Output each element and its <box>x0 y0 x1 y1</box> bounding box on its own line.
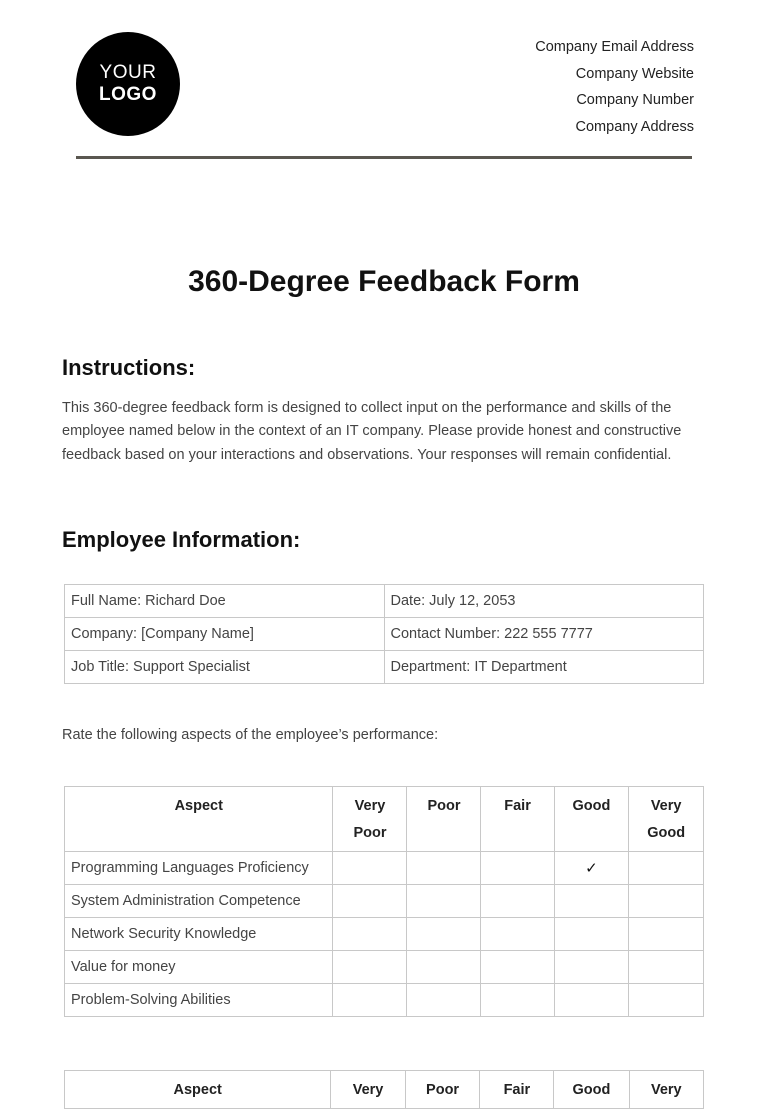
rating-cell-very-good[interactable] <box>629 951 704 984</box>
rating-cell-very-good[interactable] <box>629 984 704 1017</box>
rating-header-row <box>65 787 704 852</box>
rating-cell-fair[interactable] <box>481 852 554 885</box>
company-email: Company Email Address <box>535 39 694 55</box>
rating-cell-very-poor[interactable] <box>333 852 407 885</box>
rating-row <box>65 885 704 918</box>
info-cell-right: Department: IT Department <box>384 651 704 684</box>
rating-cell-poor[interactable] <box>407 984 481 1017</box>
rating-cell-fair[interactable] <box>481 951 554 984</box>
info-row <box>65 651 704 684</box>
rating2-header-very: Very <box>331 1071 405 1109</box>
rating-table-2 <box>64 1070 704 1109</box>
rating-aspect-label: Value for money <box>65 951 333 984</box>
rating-cell-poor[interactable] <box>407 852 481 885</box>
rating-cell-fair[interactable] <box>481 918 554 951</box>
info-cell-right: Date: July 12, 2053 <box>384 585 704 618</box>
rating-cell-poor[interactable] <box>407 918 481 951</box>
rating2-header-good: Good <box>554 1071 629 1109</box>
logo-text-bottom: LOGO <box>99 84 157 105</box>
rating2-header-row <box>65 1071 704 1109</box>
employee-info-heading: Employee Information: <box>62 527 301 552</box>
company-website: Company Website <box>575 65 694 82</box>
rating-cell-very-poor[interactable] <box>333 918 407 951</box>
rating-header-very-good: Very Good <box>629 787 704 852</box>
company-number: Company Number <box>576 92 694 109</box>
rating-cell-poor[interactable] <box>407 885 481 918</box>
rating-row <box>65 951 704 984</box>
rating-cell-very-poor[interactable] <box>333 951 407 984</box>
rating-header-fair: Fair <box>481 787 554 852</box>
rating-header-aspect: Aspect <box>65 787 333 852</box>
rating-aspect-label: Programming Languages Proficiency <box>65 852 333 885</box>
page-title: 360-Degree Feedback Form <box>188 265 580 298</box>
instructions-heading: Instructions: <box>62 355 196 380</box>
rating-table <box>64 786 704 1017</box>
rating-row <box>65 852 704 885</box>
rating-aspect-label: Network Security Knowledge <box>65 918 333 951</box>
instructions-text: This 360-degree feedback form is designed to collect input on the performance and skills of the employee named below in the context of an IT company. Please provide honest and constructive feedback based on your interactions and observations. Your responses will remain confidential. <box>62 400 682 463</box>
info-row <box>65 585 704 618</box>
rating-cell-good[interactable] <box>554 951 629 984</box>
rating2-header-fair: Fair <box>480 1071 554 1109</box>
rating-header-good: Good <box>554 787 629 852</box>
company-address: Company Address <box>575 119 694 136</box>
header-divider <box>76 156 692 159</box>
info-cell-left: Company: [Company Name] <box>65 618 385 651</box>
company-contact-block <box>535 34 694 141</box>
employee-info-table <box>64 584 704 684</box>
rating-cell-good[interactable] <box>554 885 629 918</box>
rating2-header-very: Very <box>629 1071 703 1109</box>
rating2-header-aspect: Aspect <box>65 1071 331 1109</box>
rating-row <box>65 984 704 1017</box>
company-logo <box>76 32 180 136</box>
info-row <box>65 618 704 651</box>
rating-cell-very-good[interactable] <box>629 885 704 918</box>
rating-aspect-label: Problem-Solving Abilities <box>65 984 333 1017</box>
logo-text-top: YOUR <box>99 62 157 83</box>
rating-cell-good[interactable] <box>554 984 629 1017</box>
rating-cell-very-poor[interactable] <box>333 885 407 918</box>
info-cell-left: Job Title: Support Specialist <box>65 651 385 684</box>
rating-header-poor: Poor <box>407 787 481 852</box>
rating-cell-good[interactable] <box>554 852 629 885</box>
info-cell-left: Full Name: Richard Doe <box>65 585 385 618</box>
rating-cell-very-poor[interactable] <box>333 984 407 1017</box>
rating-cell-very-good[interactable] <box>629 852 704 885</box>
rating-cell-very-good[interactable] <box>629 918 704 951</box>
info-cell-right: Contact Number: 222 555 7777 <box>384 618 704 651</box>
rating2-header-poor: Poor <box>405 1071 480 1109</box>
check-mark-icon: ✓ <box>585 860 598 877</box>
rating-cell-fair[interactable] <box>481 984 554 1017</box>
rating-aspect-label: System Administration Competence <box>65 885 333 918</box>
rating-row <box>65 918 704 951</box>
rating-cell-poor[interactable] <box>407 951 481 984</box>
rating-instructions: Rate the following aspects of the employee’s performance: <box>62 727 439 743</box>
rating-cell-good[interactable] <box>554 918 629 951</box>
rating-cell-fair[interactable] <box>481 885 554 918</box>
rating-header-very-poor: Very Poor <box>333 787 407 852</box>
